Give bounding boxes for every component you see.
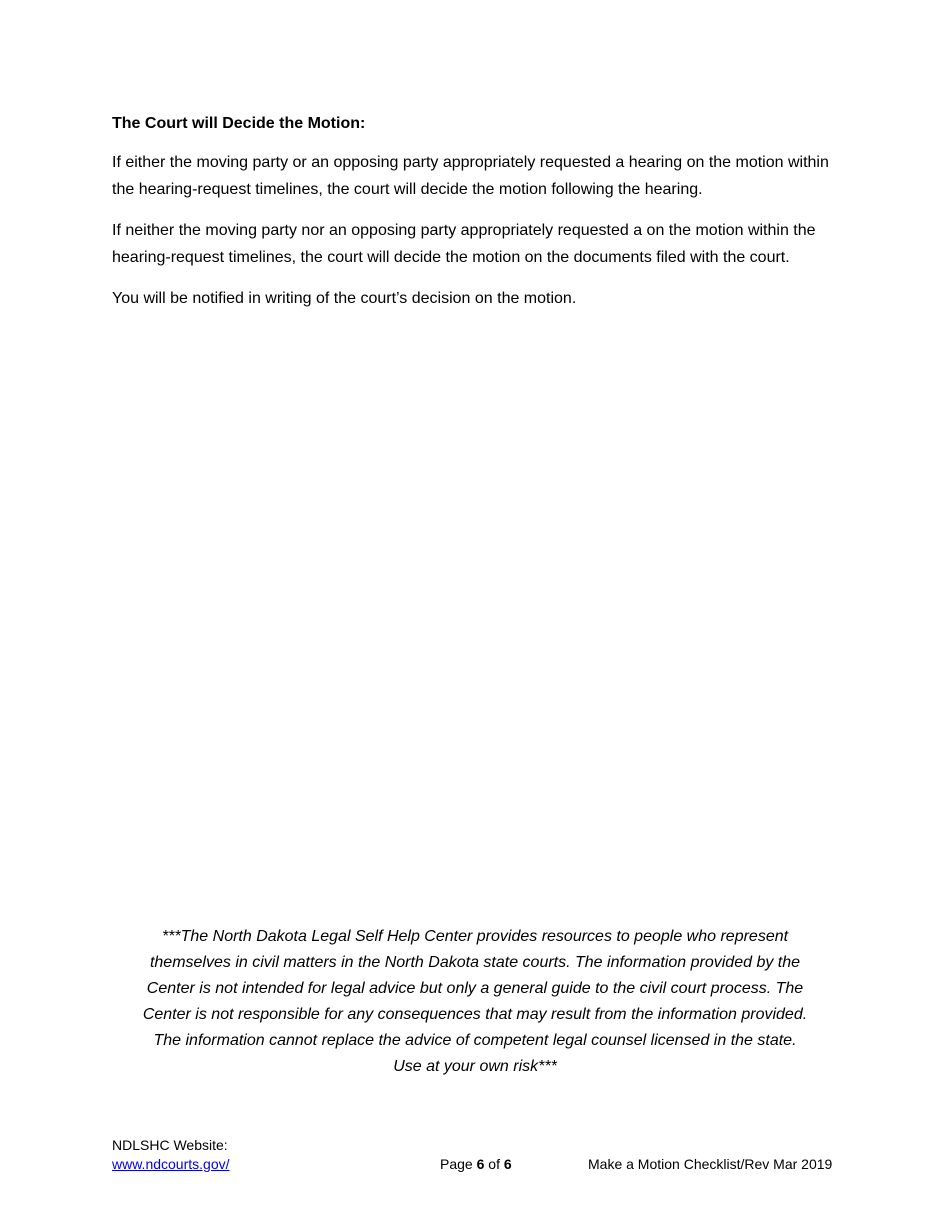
paragraph-no-hearing: If neither the moving party nor an opposing party appropriately requested a on the motion within the hearing-request timelines, the court will decide the motion on the documents filed with the court. bbox=[112, 222, 816, 266]
paragraph-hearing-requested: If either the moving party or an opposing party appropriately requested a hearing on the motion within the hearing-request timelines, the court will decide the motion following the hearing. bbox=[112, 154, 829, 198]
disclaimer-line: Use at your own risk*** bbox=[393, 1058, 557, 1075]
main-content bbox=[112, 112, 832, 328]
disclaimer bbox=[112, 924, 838, 1080]
page-current: 6 bbox=[476, 1156, 485, 1172]
footer-doc-title: Make a Motion Checklist/Rev Mar 2019 bbox=[588, 1156, 833, 1172]
page-total: 6 bbox=[503, 1156, 512, 1172]
footer-website-link[interactable]: www.ndcourts.gov/ bbox=[112, 1156, 230, 1172]
footer-website-label: NDLSHC Website: bbox=[112, 1137, 228, 1153]
disclaimer-line: Center is not responsible for any consequences that may result from the information provided. bbox=[142, 1006, 808, 1023]
section-heading: The Court will Decide the Motion: bbox=[112, 115, 366, 132]
footer-website bbox=[112, 1136, 230, 1174]
page-prefix: Page bbox=[440, 1156, 477, 1172]
disclaimer-line: ***The North Dakota Legal Self Help Center provides resources to people who represent bbox=[161, 928, 789, 945]
disclaimer-line: Center is not intended for legal advice but only a general guide to the civil court process. The bbox=[146, 980, 804, 997]
footer-page-number bbox=[440, 1155, 512, 1174]
disclaimer-line: The information cannot replace the advice of competent legal counsel licensed in the state. bbox=[153, 1032, 797, 1049]
page-of: of bbox=[484, 1156, 504, 1172]
paragraph-notification: You will be notified in writing of the court’s decision on the motion. bbox=[112, 290, 577, 307]
disclaimer-line: themselves in civil matters in the North Dakota state courts. The information provided by the bbox=[149, 954, 801, 971]
